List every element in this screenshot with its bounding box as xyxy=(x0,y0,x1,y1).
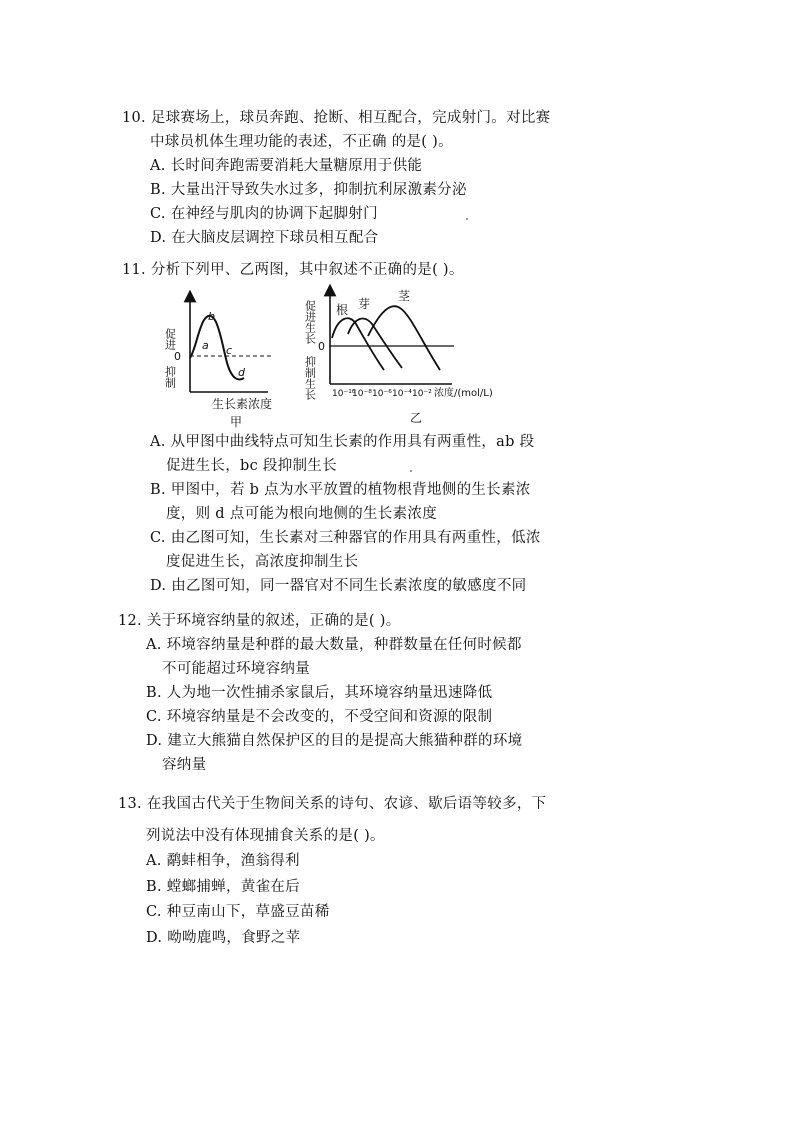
y-up-label: 促进 xyxy=(163,328,177,350)
question-stem: 12. 关于环境容纳量的叙述，正确的是( )。 xyxy=(118,613,401,629)
zero-label: 0 xyxy=(318,340,325,353)
curve-label-bud: 芽 xyxy=(358,297,371,311)
question-stem: 11. 分析下列甲、乙两图，其中叙述不正确的是( )。 xyxy=(122,262,464,278)
option-d: D. 建立大熊猫自然保护区的目的是提高大熊猫种群的环境 xyxy=(146,733,523,749)
tick-label: 10⁻⁴ xyxy=(392,389,412,399)
option-c-continued: 度促进生长，高浓度抑制生长 xyxy=(166,554,359,570)
option-a-continued: 不可能超过环境容纳量 xyxy=(162,661,310,677)
y-down-label: 抑制 xyxy=(163,366,177,388)
scan-speck xyxy=(466,218,468,220)
tick-label: 10⁻⁶ xyxy=(372,389,392,399)
option-b: B. 大量出汗导致失水过多，抑制抗利尿激素分泌 xyxy=(150,182,467,198)
question-10 xyxy=(122,106,682,250)
option-c: C. 在神经与肌肉的协调下起脚射门 xyxy=(150,206,378,222)
option-c: C. 种豆南山下，草盛豆苗稀 xyxy=(146,904,330,920)
curve-label-root: 根 xyxy=(336,303,349,317)
figure-caption: 甲 xyxy=(230,415,243,429)
y-down-label: 抑制生长 xyxy=(303,356,317,400)
question-stem-continued: 中球员机体生理功能的表述，不正确 的是( )。 xyxy=(150,134,453,150)
figures xyxy=(160,284,540,432)
tick-label: 10⁻¹⁰ xyxy=(332,389,356,399)
curve xyxy=(190,316,244,380)
option-a: A. 环境容纳量是种群的最大数量，种群数量在任何时候都 xyxy=(146,637,522,653)
point-a-label: a xyxy=(202,339,209,352)
curve-root xyxy=(332,318,384,370)
option-b: B. 螳螂捕蝉，黄雀在后 xyxy=(146,878,300,895)
option-a: A. 长时间奔跑需要消耗大量糖原用于供能 xyxy=(150,158,423,174)
option-a: A. 鹬蚌相争，渔翁得利 xyxy=(146,853,300,869)
scan-speck xyxy=(410,470,412,472)
option-d: D. 呦呦鹿鸣，食野之苹 xyxy=(146,929,301,946)
question-stem-continued: 列说法中没有体现捕食关系的是( )。 xyxy=(146,827,385,844)
point-b-label: b xyxy=(208,310,215,323)
zero-label: 0 xyxy=(174,350,181,363)
option-d: D. 由乙图可知，同一器官对不同生长素浓度的敏感度不同 xyxy=(150,578,527,594)
option-b: B. 甲图中，若 b 点为水平放置的植物根背地侧的生长素浓 xyxy=(150,482,531,498)
point-d-label: d xyxy=(238,366,245,379)
curve-label-stem: 茎 xyxy=(398,289,411,303)
option-c: C. 环境容纳量是不会改变的，不受空间和资源的限制 xyxy=(146,709,493,725)
tick-label: 10⁻⁸ xyxy=(352,389,372,399)
figure-caption: 乙 xyxy=(410,411,423,425)
question-12 xyxy=(118,609,678,777)
figure-jia xyxy=(163,284,298,432)
x-axis-label: 浓度/(mol/L) xyxy=(434,388,493,399)
option-a: A. 从甲图中曲线特点可知生长素的作用具有两重性，ab 段 xyxy=(150,434,535,450)
curve-stem xyxy=(368,306,440,370)
option-a-continued: 促进生长，bc 段抑制生长 xyxy=(166,458,337,474)
question-13 xyxy=(118,792,678,951)
tick-label: 10⁻² xyxy=(412,389,432,399)
question-stem: 10. 足球赛场上，球员奔跑、抢断、相互配合，完成射门。对比赛 xyxy=(122,110,551,126)
point-c-label: c xyxy=(226,344,233,357)
option-d: D. 在大脑皮层调控下球员相互配合 xyxy=(150,230,379,246)
x-axis-label: 生长素浓度 xyxy=(212,397,273,411)
option-b-continued: 度，则 d 点可能为根向地侧的生长素浓度 xyxy=(166,506,437,522)
y-up-label: 促进生长 xyxy=(303,300,317,344)
figure-yi xyxy=(303,284,536,432)
question-stem: 13. 在我国古代关于生物间关系的诗句、农谚、歇后语等较多，下 xyxy=(118,796,547,812)
option-c: C. 由乙图可知，生长素对三种器官的作用具有两重性，低浓 xyxy=(150,530,541,546)
option-d-continued: 容纳量 xyxy=(162,757,207,773)
option-b: B. 人为地一次性捕杀家鼠后，其环境容纳量迅速降低 xyxy=(146,685,493,701)
